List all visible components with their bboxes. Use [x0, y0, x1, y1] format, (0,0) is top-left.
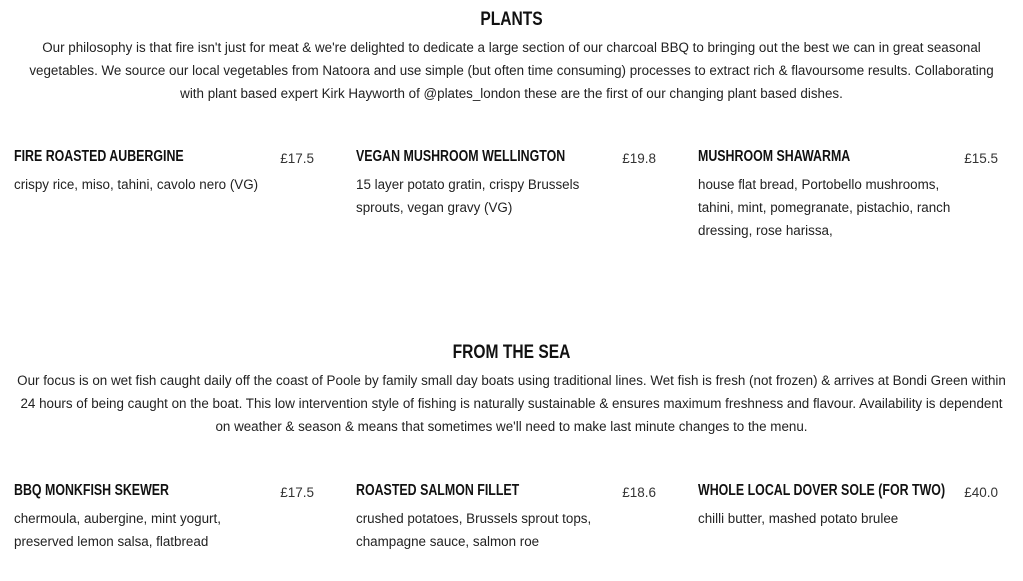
item-description: 15 layer potato gratin, crispy Brussels sprouts, vegan gravy (VG): [356, 177, 580, 215]
section-title: FROM THE SEA: [452, 342, 571, 363]
item-price: £18.6: [622, 485, 656, 500]
item-description: chilli butter, mashed potato brulee: [698, 511, 899, 526]
item-name: BBQ MONKFISH SKEWER: [14, 482, 169, 499]
menu-item: [356, 147, 656, 219]
section-plants: [0, 8, 1023, 105]
item-name: WHOLE LOCAL DOVER SOLE (FOR TWO): [698, 482, 946, 499]
item-description: house flat bread, Portobello mushrooms, tahini, mint, pomegranate, pistachio, ranch dressing, rose harissa,: [698, 177, 951, 238]
item-name: ROASTED SALMON FILLET: [356, 482, 520, 499]
item-price: £40.0: [964, 485, 998, 500]
section-intro: Our philosophy is that fire isn't just for meat & we're delighted to dedicate a large section of our charcoal BBQ to bringing out the best we can in great seasonal vegetables. We source our local vegetables from Natoora and use simple (but often time consuming) processes to extract rich & flavoursome results. Collaborating with plant based expert Kirk Hayworth of @plates_london these are the first of our changing plant based dishes.: [29, 40, 994, 101]
menu-item: [14, 147, 314, 196]
item-name: VEGAN MUSHROOM WELLINGTON: [356, 148, 566, 165]
item-price: £19.8: [622, 151, 656, 166]
item-description: crispy rice, miso, tahini, cavolo nero (VG): [14, 177, 259, 192]
section-intro: Our focus is on wet fish caught daily off the coast of Poole by family small day boats using traditional lines. Wet fish is fresh (not frozen) & arrives at Bondi Green within 24 hours of being caught on the boat. This low intervention style of fishing is naturally sustainable & ensures maximum freshness and flavour. Availability is dependent on weather & season & means that sometimes we'll need to make last minute changes to the menu.: [17, 373, 1006, 434]
item-price: £17.5: [280, 151, 314, 166]
item-name: MUSHROOM SHAWARMA: [698, 148, 851, 165]
item-price: £17.5: [280, 485, 314, 500]
section-title: PLANTS: [480, 9, 543, 30]
item-description: crushed potatoes, Brussels sprout tops, champagne sauce, salmon roe: [356, 511, 592, 549]
item-price: £15.5: [964, 151, 998, 166]
menu-item: [356, 481, 656, 553]
menu-item: [698, 147, 998, 242]
menu-item: [14, 481, 314, 553]
menu-item: [698, 481, 998, 530]
section-from-the-sea: [0, 341, 1023, 438]
item-name: FIRE ROASTED AUBERGINE: [14, 148, 184, 165]
item-description: chermoula, aubergine, mint yogurt, preserved lemon salsa, flatbread: [14, 511, 221, 549]
